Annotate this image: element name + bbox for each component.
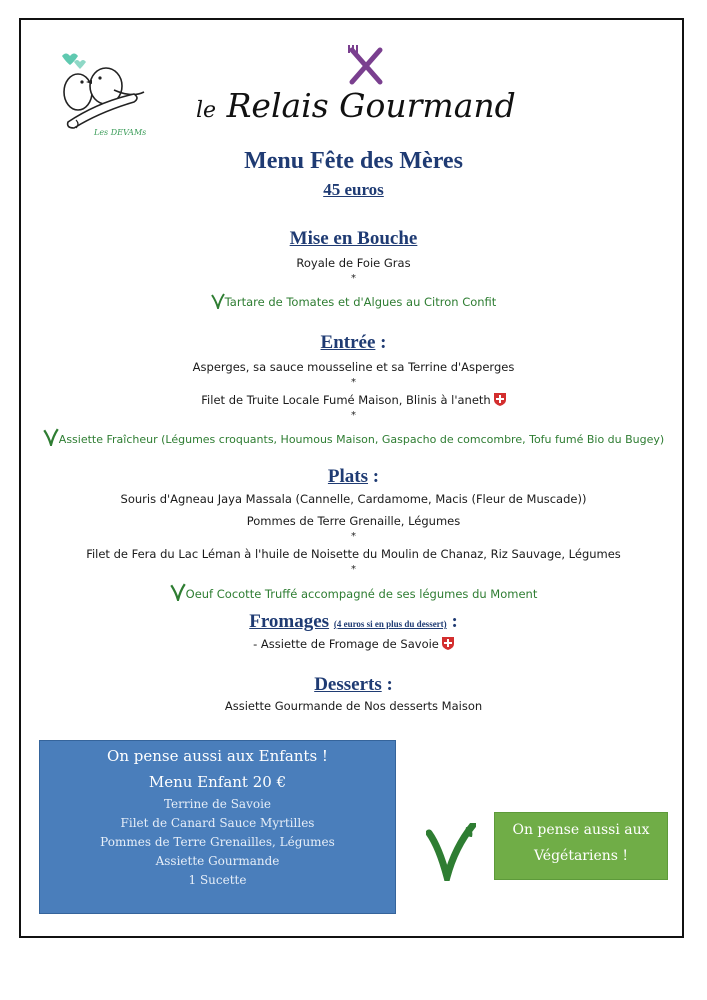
vegetarian-box [494,812,668,880]
kids-item: 1 Sucette [188,873,247,887]
vegetarian-line1: On pense aussi aux [512,822,650,838]
kids-item: Assiette Gourmande [155,854,280,868]
menu-item: - Assiette de Fromage de Savoie [0,637,707,651]
kids-item: Terrine de Savoie [163,797,272,811]
menu-item-vegetarian: Oeuf Cocotte Truffé accompagné de ses légumes du Moment [0,583,707,601]
section-heading-plats: Plats : [327,466,380,487]
vegetarian-v-icon [43,428,59,446]
savoie-flag-icon [442,637,454,650]
kids-menu-box [39,740,396,914]
menu-item: Assiette Gourmande de Nos desserts Maison [224,699,483,713]
menu-item: Asperges, sa sauce mousseline et sa Terrine d'Asperges [192,360,515,374]
menu-item: Filet de Fera du Lac Léman à l'huile de Noisette du Moulin de Chanaz, Riz Sauvage, Légumes [86,547,621,561]
menu-item-vegetarian: Assiette Fraîcheur (Légumes croquants, Houmous Maison, Gaspacho de comcombre, Tofu fumé Bio du Bugey) [0,428,707,446]
fork-knife-icon [346,44,388,90]
separator: * [351,377,356,388]
menu-item: Filet de Truite Locale Fumé Maison, Blinis à l'aneth [0,393,707,407]
separator: * [351,273,356,284]
restaurant-name: le Relais Gourmand [196,86,516,125]
section-heading-fromages: Fromages (4 euros si en plus du dessert) : [249,611,458,632]
vegetarian-v-icon [211,293,225,309]
vegetarian-v-icon [170,583,186,601]
separator: * [351,410,356,421]
savoie-flag-icon [494,393,506,406]
logo-text: Les DEVAMs [94,128,147,137]
kids-menu-price: Menu Enfant 20 € [148,773,287,791]
birds-logo [54,48,154,140]
kids-item: Pommes de Terre Grenailles, Légumes [100,835,335,849]
kids-heading: On pense aussi aux Enfants ! [107,747,328,765]
menu-price: 45 euros [323,180,384,199]
menu-title: Menu Fête des Mères [244,148,463,174]
menu-item: Souris d'Agneau Jaya Massala (Cannelle, Cardamome, Macis (Fleur de Muscade)) [120,492,587,506]
vegetarian-line2: Végétariens ! [533,848,629,864]
vegetarian-v-icon [426,823,476,885]
separator: * [351,564,356,575]
separator: * [351,531,356,542]
menu-item: Royale de Foie Gras [296,256,411,270]
section-heading-desserts: Desserts : [314,674,393,695]
kids-item: Filet de Canard Sauce Myrtilles [120,816,315,830]
menu-item: Pommes de Terre Grenaille, Légumes [246,514,461,528]
section-heading-entree: Entrée : [320,332,387,353]
section-heading-mise-en-bouche: Mise en Bouche [289,228,418,249]
menu-item-vegetarian: Tartare de Tomates et d'Algues au Citron Confit [0,293,707,309]
